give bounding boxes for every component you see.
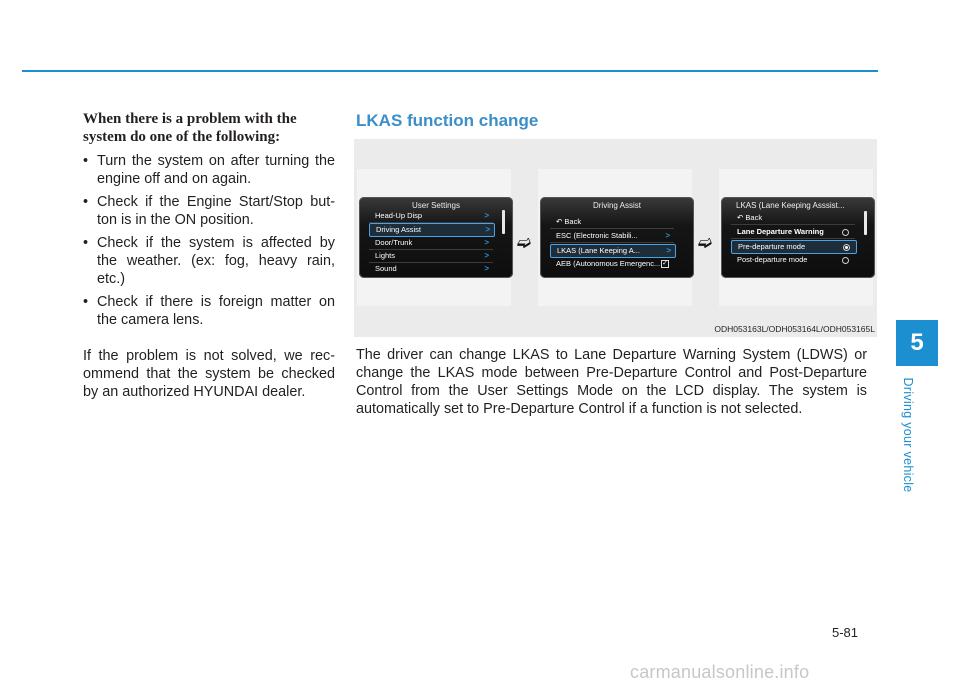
- list-item: • Check if the system is affected by the weather. (ex: fog, heavy rain, etc.): [83, 234, 335, 288]
- menu-item-selected: Pre-departure mode: [731, 240, 857, 254]
- chapter-tab: 5: [896, 320, 938, 366]
- page-number: 5-81: [832, 625, 859, 640]
- troubleshooting-column: [83, 110, 335, 415]
- scrollbar: [502, 210, 505, 234]
- lkas-description: The driver can change LKAS to Lane Departure Warning System (LDWS) or change the LKAS mode between Pre-Departure Control and Post-Departure Control from the User Settings Mode on the LCD display. The system is automatically set to Pre-Departure Control if a function is not selected.: [356, 347, 867, 417]
- menu-item: Lane Departure Warning: [731, 226, 855, 239]
- chevron-right-icon: >: [484, 211, 489, 220]
- chapter-label: Driving your vehicle: [901, 376, 915, 493]
- lcd-screen-driving-assist: [540, 197, 694, 278]
- section-title: LKAS function change: [356, 111, 539, 130]
- chevron-right-icon: >: [484, 264, 489, 273]
- chevron-right-icon: >: [485, 225, 490, 234]
- radio-off-icon: [842, 257, 849, 264]
- screen-title: User Settings: [411, 201, 461, 210]
- chevron-right-icon: >: [484, 251, 489, 260]
- radio-off-icon: [842, 229, 849, 236]
- back-item: ↶ Back: [550, 216, 674, 229]
- menu-item: ESC (Electronic Stabili... >: [550, 230, 674, 243]
- back-arrow-icon: ↶: [556, 217, 563, 226]
- menu-item: Lights >: [369, 250, 493, 263]
- figure-code: ODH053163L/ODH053164L/ODH053165L: [714, 324, 875, 334]
- radio-on-icon: [843, 244, 850, 251]
- menu-item-selected: LKAS (Lane Keeping A... >: [550, 244, 676, 258]
- chevron-right-icon: >: [666, 246, 671, 255]
- screen-title: LKAS (Lane Keeping Asssist...: [736, 201, 845, 210]
- problem-intro: When there is a problem with the system do one of the following:: [83, 111, 297, 145]
- checkbox-checked-icon: ✓: [662, 260, 668, 267]
- lcd-screen-lkas: [721, 197, 875, 278]
- lcd-screen-user-settings: [359, 197, 513, 278]
- lcd-figure: [354, 139, 877, 337]
- menu-item: Post-departure mode: [731, 254, 855, 266]
- dealer-advice: If the problem is not solved, we rec-ommend that the system be checked by an authorized HYUNDAI dealer.: [83, 348, 335, 400]
- arrow-right-icon: ➫: [698, 233, 713, 252]
- back-item: ↶ Back: [731, 212, 855, 225]
- list-item: • Check if there is foreign matter on the camera lens.: [83, 293, 335, 329]
- menu-item: Head-Up Disp >: [369, 210, 493, 223]
- chevron-right-icon: >: [484, 238, 489, 247]
- watermark: carmanualsonline.info: [630, 662, 810, 682]
- arrow-right-icon: ➫: [517, 233, 532, 252]
- list-item: • Turn the system on after turning the engine off and on again.: [83, 152, 335, 188]
- menu-item-selected: Driving Assist >: [369, 223, 495, 237]
- back-arrow-icon: ↶: [737, 213, 744, 222]
- menu-item: Sound >: [375, 264, 489, 273]
- troubleshooting-list: [83, 152, 335, 329]
- header-rule: [22, 70, 878, 72]
- menu-item: AEB (Autonomous Emergenc... ✓: [556, 259, 668, 268]
- menu-item: Door/Trunk >: [369, 237, 493, 250]
- chevron-right-icon: >: [665, 231, 670, 240]
- screen-title: Driving Assist: [592, 201, 641, 210]
- list-item: • Check if the Engine Start/Stop but-ton is in the ON position.: [83, 193, 335, 229]
- scrollbar: [864, 211, 867, 235]
